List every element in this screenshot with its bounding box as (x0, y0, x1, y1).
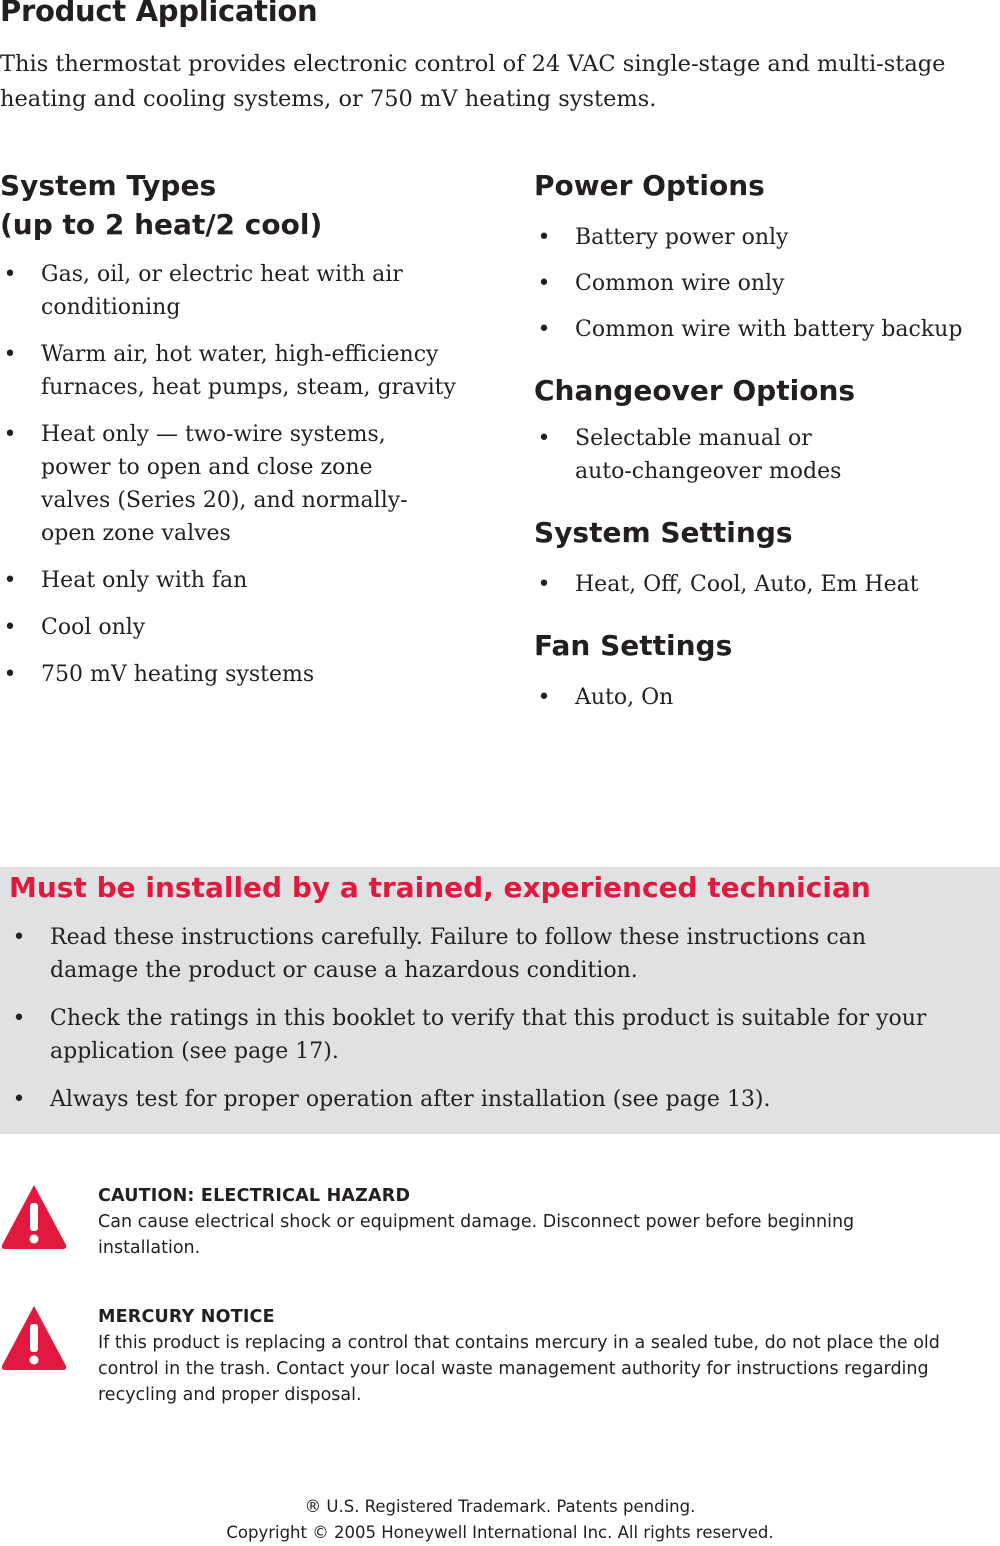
list-item: • Read these instructions carefully. Failure to follow these instructions can damage the product or cause a hazardous condition. (12, 925, 866, 983)
list-item: • Heat, Off, Cool, Auto, Em Heat (537, 572, 919, 597)
changeover-options-list (534, 422, 994, 488)
list-item: • Heat only — two-wire systems, power to open and close zone valves (Series 20), and normally-open zone valves (3, 422, 408, 546)
system-settings-title: System Settings (534, 516, 793, 549)
fan-settings-list (534, 681, 994, 714)
list-item: • Common wire only (537, 271, 785, 296)
changeover-options-section (534, 371, 994, 488)
list-item-text: Check the ratings in this booklet to verify that this product is suitable for your application (see page 17). (50, 1006, 927, 1064)
list-item-text: Gas, oil, or electric heat with air conditioning (41, 262, 403, 320)
footer (0, 1494, 1000, 1546)
system-types-list (0, 258, 470, 691)
list-item: • 750 mV heating systems (3, 662, 315, 687)
footer-copyright: Copyright © 2005 Honeywell International Inc. All rights reserved. (226, 1523, 774, 1542)
list-item-text: Heat only with fan (41, 568, 248, 593)
list-item-text: Battery power only (575, 225, 789, 250)
mercury-text-block (98, 1304, 993, 1408)
system-types-title-line-1: System Types (0, 169, 217, 202)
options-column (534, 166, 994, 739)
intro-line-1: This thermostat provides electronic control of 24 VAC single-stage and multi-stage (0, 51, 946, 77)
list-item-text: Warm air, hot water, high-efficiency furnaces, heat pumps, steam, gravity (41, 342, 456, 400)
system-settings-section (534, 513, 994, 601)
list-item-text: Common wire with battery backup (575, 317, 963, 342)
warning-triangle-icon (0, 1183, 68, 1251)
intro-paragraph (0, 47, 990, 117)
list-item-text: Always test for proper operation after installation (see page 13). (50, 1087, 771, 1112)
warning-triangle-icon (0, 1304, 68, 1372)
list-item-text: Heat only — two-wire systems, power to open and close zone valves (Series 20), and normally-open zone valves (41, 422, 408, 546)
list-item: • Warm air, hot water, high-efficiency furnaces, heat pumps, steam, gravity (3, 342, 456, 400)
system-settings-list (534, 568, 994, 601)
warning-title: Must be installed by a trained, experienced technician (9, 871, 871, 904)
caution-text: Can cause electrical shock or equipment damage. Disconnect power before beginning installation. (98, 1212, 855, 1258)
list-item: • Cool only (3, 615, 146, 640)
system-types-title-line-2: (up to 2 heat/2 cool) (0, 208, 323, 241)
list-item-text: Cool only (41, 615, 146, 640)
fan-settings-title: Fan Settings (534, 629, 733, 662)
list-item: • Check the ratings in this booklet to verify that this product is suitable for your application (see page 17). (12, 1006, 927, 1064)
list-item: • Battery power only (537, 225, 789, 250)
system-types-title (0, 166, 470, 244)
list-item: • Heat only with fan (3, 568, 248, 593)
list-item-text: Heat, Off, Cool, Auto, Em Heat (575, 572, 919, 597)
changeover-options-title: Changeover Options (534, 374, 856, 407)
list-item: • Selectable manual or auto-changeover modes (537, 426, 842, 484)
power-options-title: Power Options (534, 169, 765, 202)
page-title: Product Application (0, 0, 318, 28)
caution-title: CAUTION: ELECTRICAL HAZARD (98, 1186, 411, 1206)
list-item-text: Selectable manual or auto-changeover modes (575, 426, 842, 484)
mercury-text: If this product is replacing a control that contains mercury in a sealed tube, do not place the old control in the trash. Contact your local waste management authority for instructions regarding recycling and proper disposal. (98, 1333, 940, 1405)
mercury-title: MERCURY NOTICE (98, 1307, 275, 1327)
warning-list (9, 921, 994, 1116)
list-item-text: 750 mV heating systems (41, 662, 315, 687)
list-item: • Gas, oil, or electric heat with air conditioning (3, 262, 403, 320)
power-options-list (534, 221, 994, 346)
footer-trademark: ® U.S. Registered Trademark. Patents pending. (304, 1497, 696, 1516)
list-item: • Common wire with battery backup (537, 317, 963, 342)
list-item-text: Common wire only (575, 271, 785, 296)
system-types-section (0, 166, 470, 705)
caution-text-block (98, 1183, 993, 1261)
list-item: • Auto, On (537, 685, 674, 710)
list-item-text: Auto, On (575, 685, 674, 710)
list-item: • Always test for proper operation after installation (see page 13). (12, 1087, 771, 1112)
list-item-text: Read these instructions carefully. Failure to follow these instructions can damage the product or cause a hazardous condition. (50, 925, 866, 983)
fan-settings-section (534, 626, 994, 714)
power-options-section (534, 166, 994, 346)
intro-line-2: heating and cooling systems, or 750 mV heating systems. (0, 86, 657, 112)
warning-list-container (9, 921, 994, 1131)
